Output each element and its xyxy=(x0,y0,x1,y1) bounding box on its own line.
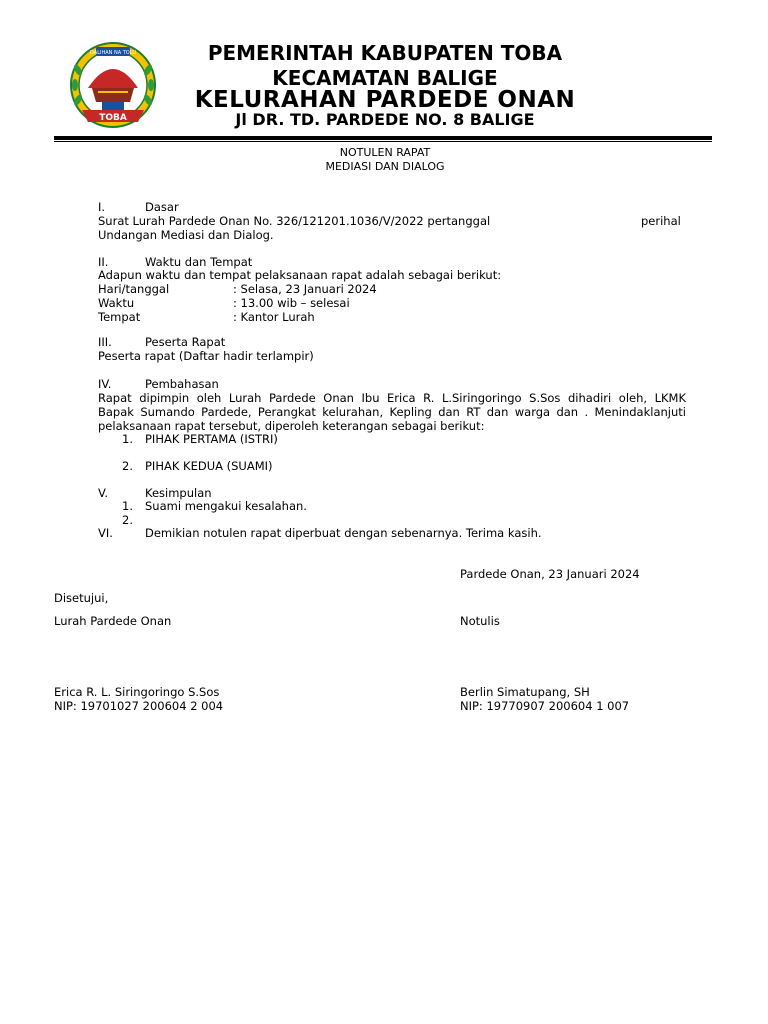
place-date: Pardede Onan, 23 Januari 2024 xyxy=(460,567,640,581)
section-4-line-3: pelaksanaan rapat tersebut, diperoleh keterangan sebagai berikut: xyxy=(98,419,485,433)
schedule-value-place: : Kantor Lurah xyxy=(233,310,315,324)
schedule-label-place: Tempat xyxy=(98,310,141,324)
right-signatory-name: Berlin Simatupang, SH xyxy=(460,685,590,699)
section-2-intro: Adapun waktu dan tempat pelaksanaan rapat adalah sebagai berikut: xyxy=(98,268,502,282)
left-signatory-name: Erica R. L. Siringoringo S.Sos xyxy=(54,685,220,699)
right-signatory-nip: NIP: 19770907 200604 1 007 xyxy=(460,699,630,713)
list-item-number: 1. xyxy=(122,432,133,446)
section-4-number: IV. xyxy=(98,377,112,391)
toba-regency-logo xyxy=(68,40,158,132)
schedule-value-date: : Selasa, 23 Januari 2024 xyxy=(233,282,377,296)
section-5-number: V. xyxy=(98,486,109,500)
section-3-number: III. xyxy=(98,335,112,349)
section-3-text: Peserta rapat (Daftar hadir terlampir) xyxy=(98,349,314,363)
section-1-perihal: perihal xyxy=(641,214,681,228)
header-address: Jl DR. TD. PARDEDE NO. 8 BALIGE xyxy=(235,110,535,129)
left-signatory-nip: NIP: 19701027 200604 2 004 xyxy=(54,699,224,713)
logo-bottom-text: TOBA xyxy=(99,113,127,123)
list-item: PIHAK PERTAMA (ISTRI) xyxy=(145,432,278,446)
list-item: PIHAK KEDUA (SUAMI) xyxy=(145,459,273,473)
section-4-line-2: Bapak Sumando Pardede, Perangkat kelurahan, Kepling dan RT dan warga dan . Menindaklanjuti xyxy=(98,405,686,419)
header-village: KELURAHAN PARDEDE ONAN xyxy=(194,87,576,113)
document-title: NOTULEN RAPAT xyxy=(339,146,431,159)
section-1-heading: Dasar xyxy=(145,200,179,214)
section-4-heading: Pembahasan xyxy=(145,377,219,391)
section-2-heading: Waktu dan Tempat xyxy=(145,255,253,269)
schedule-label-date: Hari/tanggal xyxy=(98,282,170,296)
section-2-number: II. xyxy=(98,255,109,269)
schedule-value-time: : 13.00 wib – selesai xyxy=(233,296,350,310)
header-divider-thick xyxy=(54,136,712,140)
list-item: Suami mengakui kesalahan. xyxy=(145,499,307,513)
list-item-number: 2. xyxy=(122,513,133,527)
section-5-heading: Kesimpulan xyxy=(145,486,212,500)
list-item-number: 1. xyxy=(122,499,133,513)
right-signatory-role: Notulis xyxy=(460,614,500,628)
section-1-text: Surat Lurah Pardede Onan No. 326/121201.1036/V/2022 pertanggal xyxy=(98,214,491,228)
section-3-heading: Peserta Rapat xyxy=(145,335,226,349)
section-1-text-cont: Undangan Mediasi dan Dialog. xyxy=(98,228,274,242)
schedule-label-time: Waktu xyxy=(98,296,135,310)
approved-label: Disetujui, xyxy=(54,591,109,605)
document-subtitle: MEDIASI DAN DIALOG xyxy=(325,160,445,173)
header-divider-thin xyxy=(54,141,712,142)
left-signatory-role: Lurah Pardede Onan xyxy=(54,614,172,628)
list-item-number: 2. xyxy=(122,459,133,473)
section-6-text: Demikian notulen rapat diperbuat dengan sebenarnya. Terima kasih. xyxy=(145,526,542,540)
section-4-line-1: Rapat dipimpin oleh Lurah Pardede Onan Ibu Erica R. L.Siringoringo S.Sos dihadiri oleh, LKMK xyxy=(98,391,686,405)
logo-top-text: DALIHAN NA TOLU xyxy=(90,50,136,56)
section-6-number: VI. xyxy=(98,526,113,540)
header-government: PEMERINTAH KABUPATEN TOBA xyxy=(207,41,563,65)
header-district: KECAMATAN BALIGE xyxy=(272,66,498,90)
section-1-number: I. xyxy=(98,200,106,214)
